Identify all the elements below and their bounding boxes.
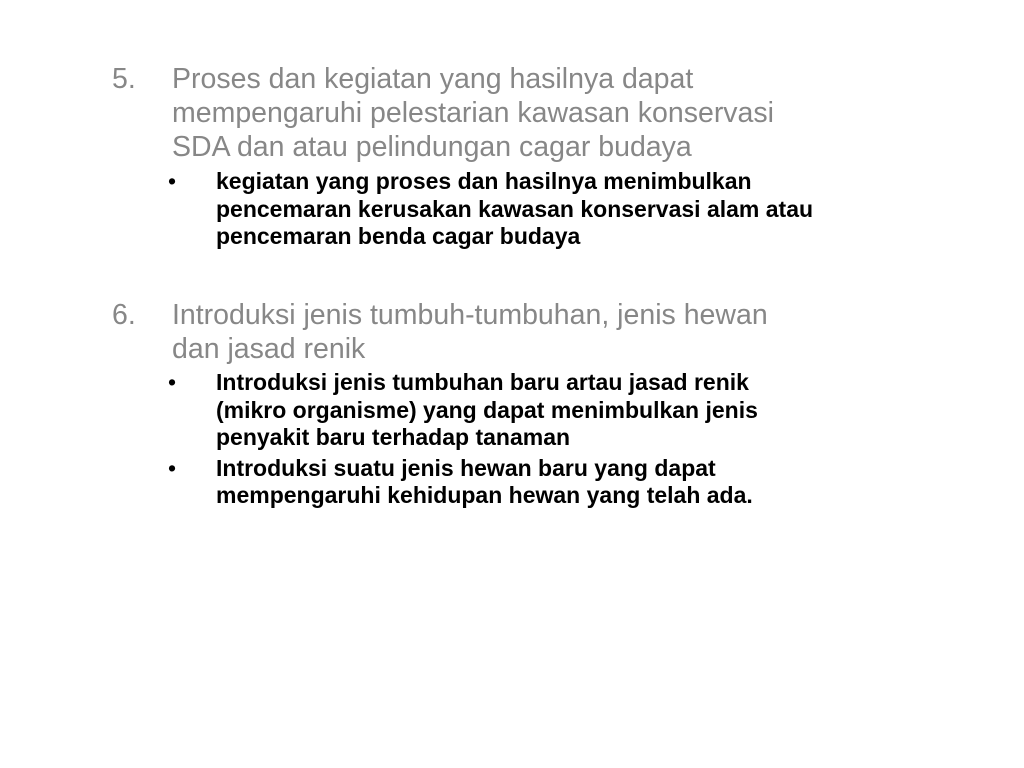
section-heading	[112, 298, 992, 366]
heading-line: mempengaruhi pelestarian kawasan konservasi	[172, 97, 774, 129]
heading-line: Introduksi jenis tumbuh-tumbuhan, jenis hewan	[172, 299, 768, 331]
bullet-item	[112, 455, 992, 510]
bullet-line: pencemaran kerusakan kawasan konservasi alam atau	[216, 195, 814, 222]
bullet-line: penyakit baru terhadap tanaman	[216, 424, 571, 450]
bullet-line: (mikro organisme) yang dapat menimbulkan jenis	[216, 396, 758, 423]
bullet-line: kegiatan yang proses dan hasilnya menimbulkan	[216, 168, 752, 194]
section-6	[112, 298, 992, 510]
bullet-list	[112, 168, 992, 251]
section-heading	[112, 62, 992, 164]
bullet-icon: •	[168, 369, 177, 395]
bullet-icon: •	[168, 168, 177, 194]
bullet-line: pencemaran benda cagar budaya	[216, 223, 581, 249]
heading-line: dan jasad renik	[172, 333, 366, 365]
heading-line: Proses dan kegiatan yang hasilnya dapat	[172, 63, 694, 95]
bullet-line: Introduksi suatu jenis hewan baru yang dapat	[216, 454, 716, 481]
heading-line: SDA dan atau pelindungan cagar budaya	[172, 131, 692, 163]
bullet-line: Introduksi jenis tumbuhan baru artau jasad renik	[216, 369, 749, 395]
section-5	[112, 62, 992, 251]
bullet-item	[112, 369, 992, 452]
bullet-icon: •	[168, 454, 177, 481]
section-number: 6.	[112, 299, 136, 331]
bullet-item	[112, 168, 992, 251]
section-number: 5.	[112, 63, 136, 95]
bullet-line: mempengaruhi kehidupan hewan yang telah ada.	[216, 482, 753, 508]
bullet-list	[112, 369, 992, 510]
